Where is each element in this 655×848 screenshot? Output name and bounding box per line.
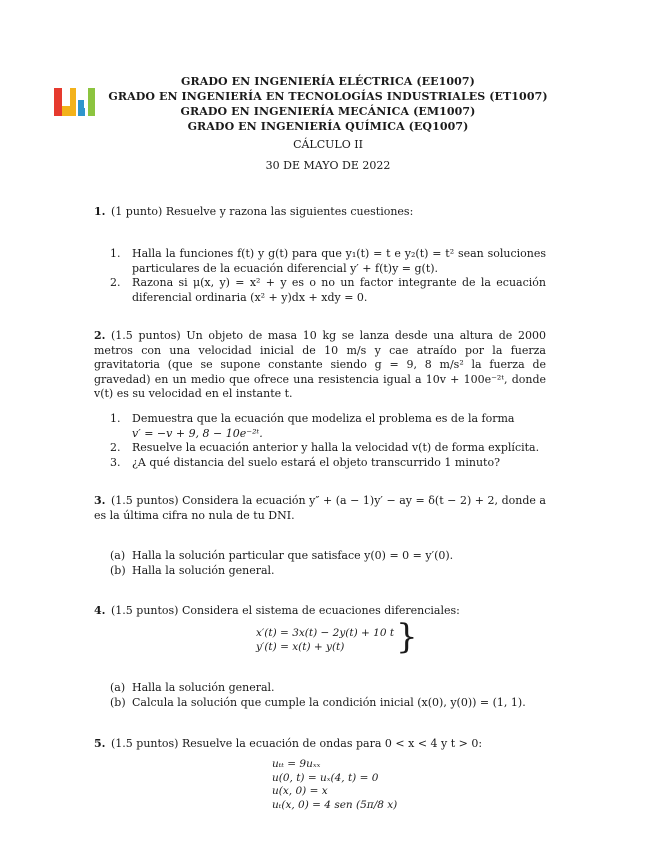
question-5 [94, 737, 546, 752]
list-item: 2. Razona si μ(x, y) = x² + y es o no un factor integrante de la ecuación diferencial ordinaria (x² + y)dx + xdy = 0. [110, 276, 546, 304]
question-1-items [110, 247, 546, 305]
question-number: 3. [94, 494, 106, 507]
question-2 [94, 329, 546, 402]
question-text: (1 punto) Resuelve y razona las siguientes cuestiones: [111, 205, 414, 218]
list-item: 2. Resuelve la ecuación anterior y halla la velocidad v(t) de forma explícita. [110, 441, 540, 455]
list-item: 3. ¿A qué distancia del suelo estará el objeto transcurrido 1 minuto? [110, 455, 500, 469]
question-2-items [110, 412, 546, 470]
list-item: (a) Halla la solución general. [110, 681, 275, 694]
question-1 [94, 205, 546, 220]
degree-line: GRADO EN INGENIERÍA QUÍMICA (EQ1007) [187, 120, 469, 133]
list-item: (a) Halla la solución particular que satisface y(0) = 0 = y′(0). [110, 549, 454, 562]
degree-line: GRADO EN INGENIERÍA ELÉCTRICA (EE1007) [181, 75, 475, 88]
list-item: (b) Halla la solución general. [110, 563, 275, 577]
list-item: 1. Halla la funciones f(t) y g(t) para que y₁(t) = t e y₂(t) = t² sean soluciones particulares de la ecuación diferencial y′ + f(t)y = g(t). [110, 247, 546, 275]
list-item: (b) Calcula la solución que cumple la condición inicial (x(0), y(0)) = (1, 1). [110, 695, 526, 709]
equation: y′(t) = x(t) + y(t) [256, 640, 345, 653]
wave-equation-system [272, 758, 397, 812]
question-number: 5. [94, 737, 106, 750]
equation: uₜ(x, 0) = 4 sen (5π/8 x) [272, 798, 398, 811]
equation: uₜₜ = 9uₓₓ [272, 758, 321, 770]
equation-system [256, 627, 394, 654]
question-number: 1. [94, 205, 106, 218]
equation: x′(t) = 3x(t) − 2y(t) + 10 t [256, 627, 395, 639]
university-logo [54, 86, 96, 116]
equation: u(x, 0) = x [272, 785, 328, 797]
exam-header [100, 74, 556, 173]
list-item: 1. Demuestra que la ecuación que modeliza el problema es de la forma v′ = −v + 9, 8 − 10e⁻²ᵗ. [110, 412, 515, 440]
question-text: (1.5 puntos) Un objeto de masa 10 kg se lanza desde una altura de 2000 metros con una velocidad inicial de 10 m/s y cae atraído por la fuerza gravitatoria (que se supone constante siendo g = 9, 8 m/s² la fuerza de gravedad) en un medio que ofrece una resistencia igual a 10v + 100e⁻²ᵗ, donde v(t) es su velocidad en el instante t. [94, 329, 546, 401]
question-number: 2. [94, 329, 106, 342]
question-text: (1.5 puntos) Considera el sistema de ecuaciones diferenciales: [111, 604, 460, 617]
question-number: 4. [94, 604, 106, 617]
subject-title: CÁLCULO II [293, 138, 363, 151]
question-3-items [110, 549, 546, 578]
equation: u(0, t) = uₓ(4, t) = 0 [272, 771, 379, 784]
degree-line: GRADO EN INGENIERÍA EN TECNOLOGÍAS INDUSTRIALES (ET1007) [108, 90, 548, 103]
right-brace: } [396, 617, 418, 657]
question-4 [94, 604, 546, 619]
exam-date: 30 DE MAYO DE 2022 [265, 159, 391, 172]
question-4-items [110, 681, 546, 710]
question-text: (1.5 puntos) Considera la ecuación y″ + (a − 1)y′ − ay = δ(t − 2) + 2, donde a es la última cifra no nula de tu DNI. [94, 494, 546, 522]
question-text: (1.5 puntos) Resuelve la ecuación de ondas para 0 < x < 4 y t > 0: [111, 737, 483, 750]
degree-line: GRADO EN INGENIERÍA MECÁNICA (EM1007) [180, 105, 476, 118]
question-3 [94, 494, 546, 523]
